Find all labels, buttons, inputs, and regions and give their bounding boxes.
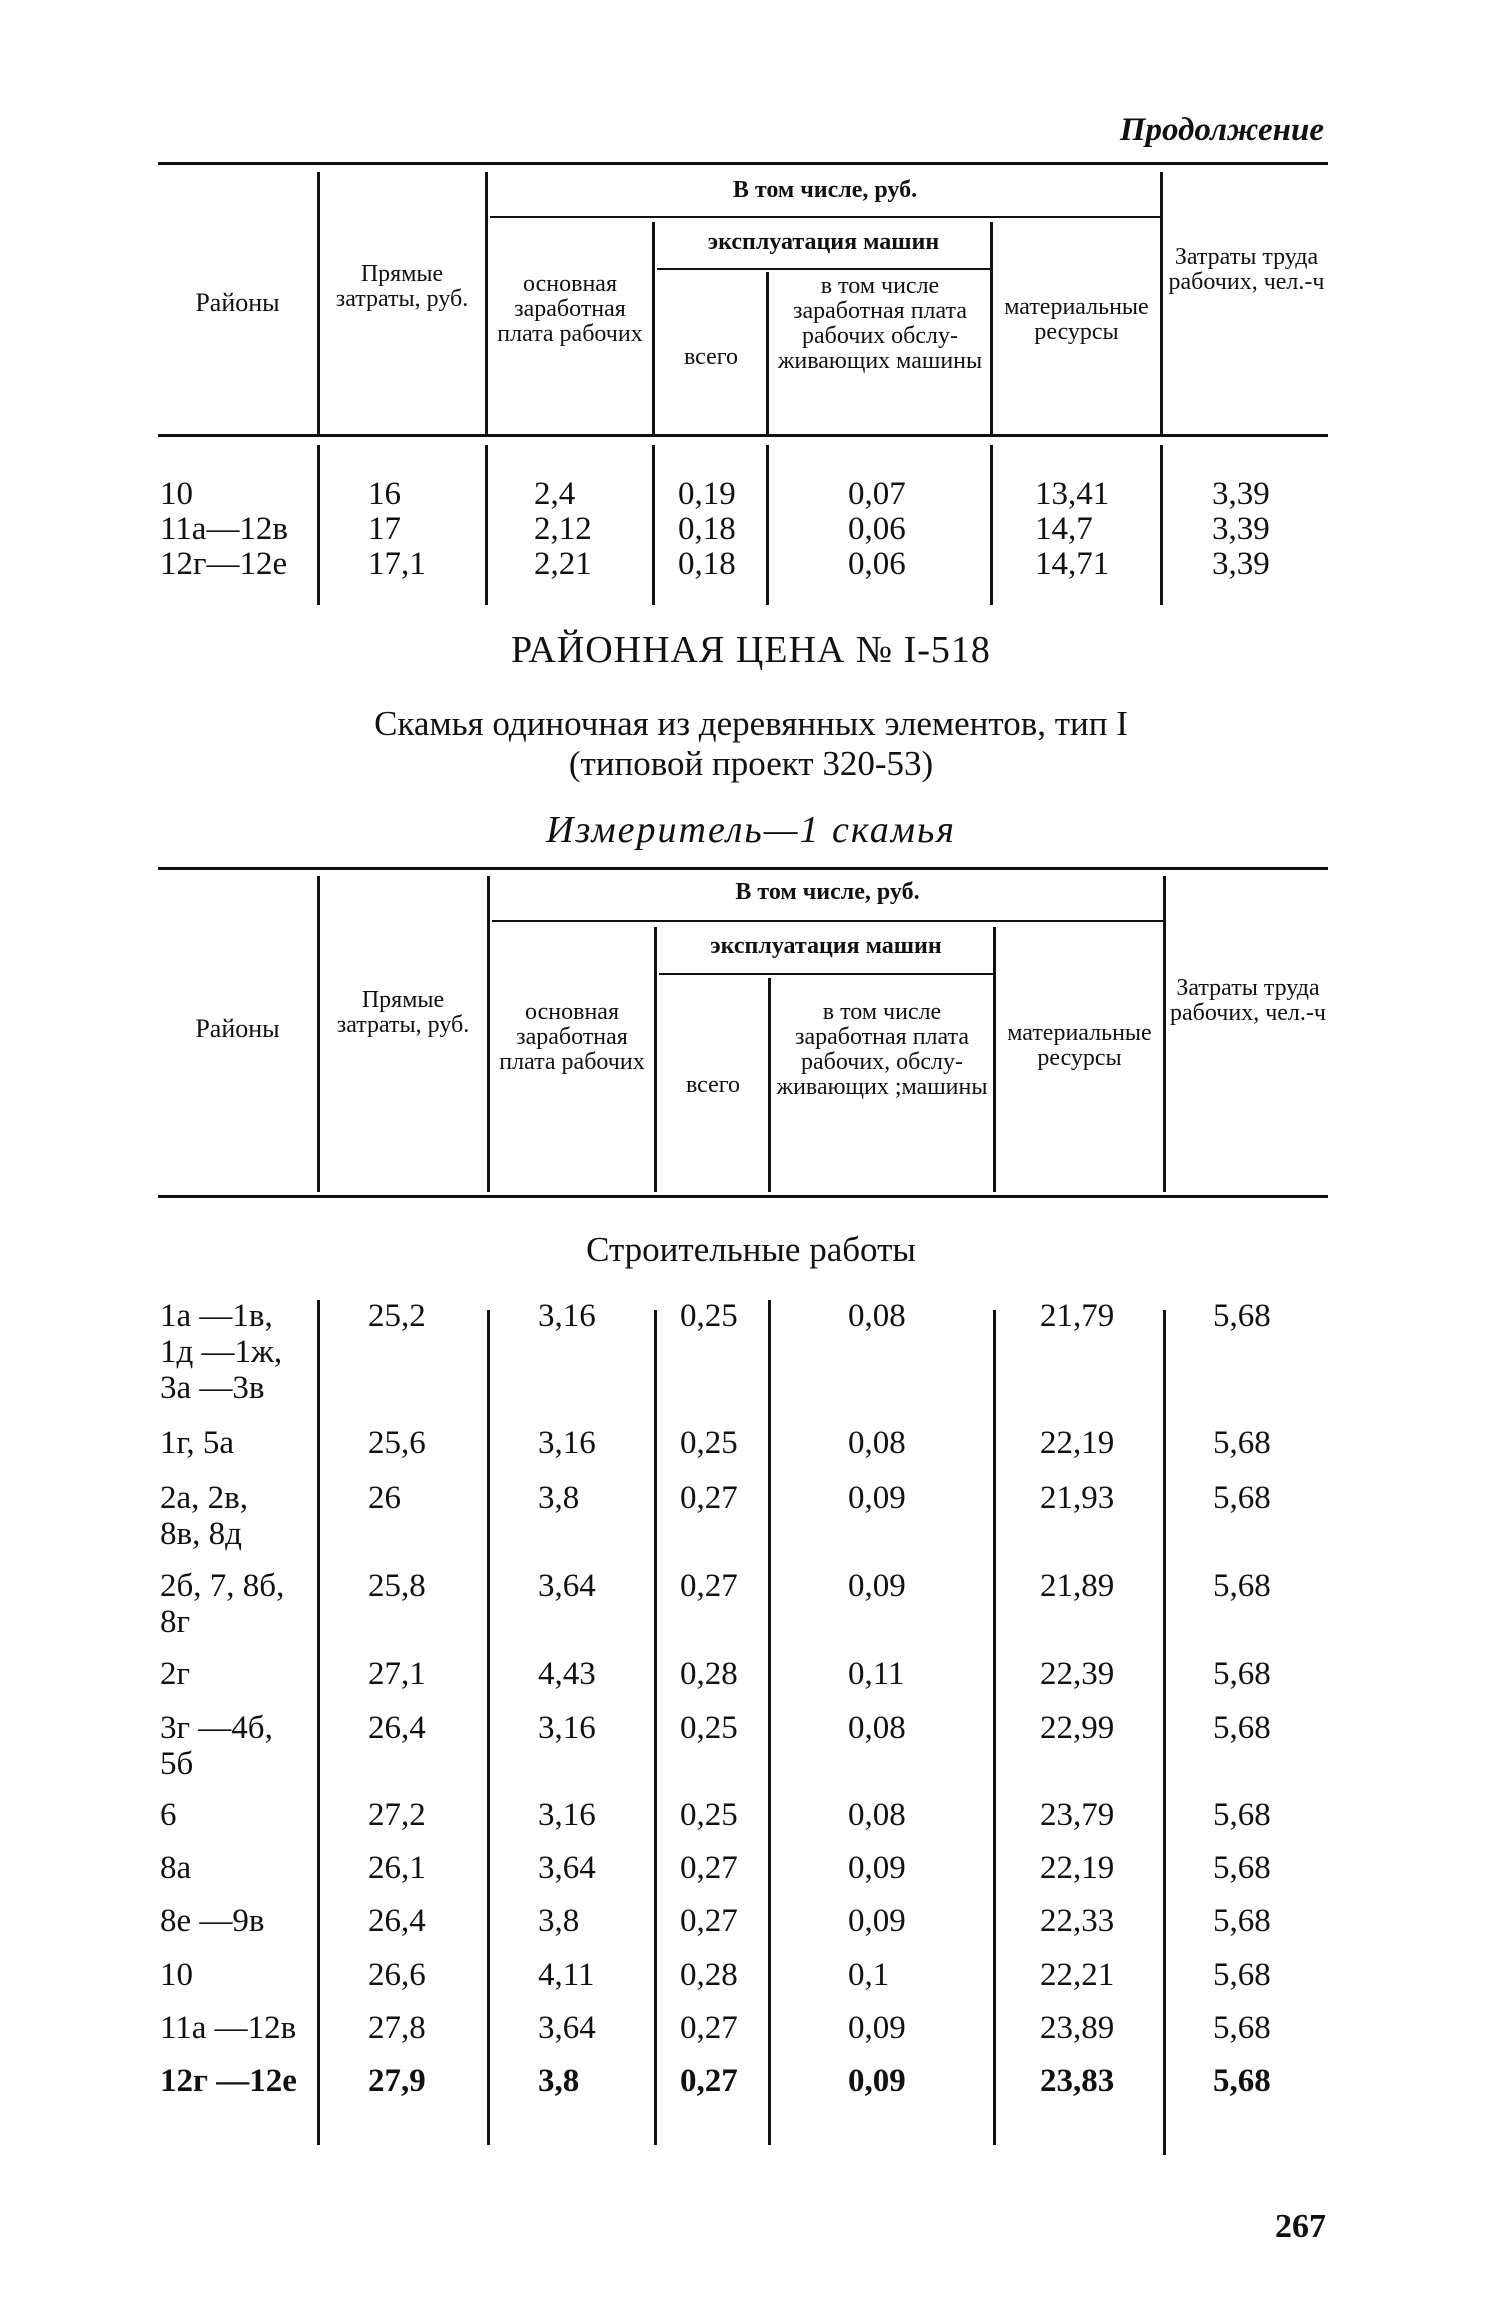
cell-materials: 22,99 [1040, 1710, 1115, 1746]
t2-vline [487, 1310, 490, 2145]
cell-direct: 26,1 [368, 1850, 426, 1886]
cell-base-wage: 4,11 [538, 1957, 595, 1993]
t1-subrule [490, 216, 1160, 218]
t2-header-direct: Прямые затраты, руб. [336, 987, 470, 1038]
cell-machine-total: 0,27 [680, 1480, 738, 1516]
t2-vline [993, 1310, 996, 2145]
t2-vline [1163, 1310, 1166, 2155]
item-title-line2: (типовой проект 320-53) [568, 744, 934, 783]
t1-vline [1160, 445, 1163, 605]
cell-region-line: 2а, 2в, [160, 1480, 248, 1516]
t1-header-materials: материальные ресурсы [1004, 294, 1149, 345]
cell-labor: 5,68 [1213, 1425, 1271, 1461]
cell-direct: 27,2 [368, 1797, 426, 1833]
cell-machine-wage: 0,07 [848, 476, 906, 512]
cell-direct: 27,9 [368, 2063, 426, 2099]
cell-region-line: 2б, 7, 8б, [160, 1568, 285, 1604]
cell-machine-total: 0,18 [678, 511, 736, 547]
t2-header-machine-wage: в том числе заработная плата рабочих, обслуживающих ;машины [776, 999, 988, 1100]
cell-machine-total: 0,27 [680, 1850, 738, 1886]
cell-labor: 5,68 [1213, 1850, 1271, 1886]
cell-region [160, 1425, 234, 1461]
t2-vline [654, 927, 657, 1192]
cell-region: 12г—12е [160, 546, 288, 582]
cell-region-line: 6 [160, 1797, 177, 1833]
cell-region [160, 1298, 282, 1406]
cell-region [160, 1957, 193, 1993]
cell-machine-wage: 0,09 [848, 1568, 906, 1604]
cell-materials: 14,7 [1035, 511, 1093, 547]
t1-vline [317, 172, 320, 434]
cell-region [160, 2063, 297, 2099]
cell-materials: 23,83 [1040, 2063, 1115, 2099]
cell-direct: 17,1 [368, 546, 426, 582]
continuation-label: Продолжение [1119, 112, 1324, 148]
page-number: 267 [1275, 2208, 1326, 2245]
cell-base-wage: 2,12 [534, 511, 592, 547]
cell-direct: 25,6 [368, 1425, 426, 1461]
t2-header-machine-op: эксплуатация машин [710, 933, 942, 959]
cell-machine-wage: 0,09 [848, 1850, 906, 1886]
t1-header-regions: Районы [195, 288, 280, 317]
cell-direct: 27,1 [368, 1656, 426, 1692]
cell-machine-wage: 0,06 [848, 511, 906, 547]
cell-materials: 22,39 [1040, 1656, 1115, 1692]
t1-vline [990, 222, 993, 434]
cell-direct: 16 [368, 476, 401, 512]
cell-direct: 25,2 [368, 1298, 426, 1334]
t2-header-machine-total: всего [685, 1072, 741, 1098]
cell-base-wage: 3,16 [538, 1797, 596, 1833]
table1-top-rule [158, 162, 1328, 165]
cell-direct: 26,6 [368, 1957, 426, 1993]
cell-machine-wage: 0,09 [848, 2063, 906, 2099]
cell-materials: 22,33 [1040, 1903, 1115, 1939]
cell-machine-total: 0,25 [680, 1425, 738, 1461]
cell-machine-total: 0,18 [678, 546, 736, 582]
t2-vline [993, 927, 996, 1192]
cell-machine-wage: 0,09 [848, 2010, 906, 2046]
cell-base-wage: 3,16 [538, 1425, 596, 1461]
t2-header-regions: Районы [195, 1014, 280, 1043]
cell-materials: 22,21 [1040, 1957, 1115, 1993]
cell-base-wage: 3,8 [538, 1903, 580, 1939]
cell-labor: 5,68 [1213, 2063, 1271, 2099]
t2-header-including: В том числе, руб. [735, 879, 920, 905]
t1-vline [766, 272, 769, 434]
cell-region [160, 2010, 296, 2046]
cell-region-line: 2г [160, 1656, 191, 1692]
cell-machine-wage: 0,08 [848, 1797, 906, 1833]
cell-machine-total: 0,28 [680, 1957, 738, 1993]
cell-region-line: 10 [160, 1957, 193, 1993]
cell-direct: 26 [368, 1480, 401, 1516]
cell-machine-total: 0,27 [680, 1903, 738, 1939]
t1-vline [652, 445, 655, 605]
cell-machine-wage: 0,06 [848, 546, 906, 582]
t2-vline [487, 876, 490, 1192]
t1-vline [990, 445, 993, 605]
t1-header-machine-wage: в том числе заработная плата рабочих обслуживающих машины [777, 273, 983, 374]
cell-region-line: 11а —12в [160, 2010, 297, 2046]
t1-vline [485, 445, 488, 605]
t2-vline [1163, 876, 1166, 1192]
cell-machine-total: 0,25 [680, 1797, 738, 1833]
cell-region-line: 5б [160, 1746, 194, 1782]
cell-base-wage: 3,8 [538, 2063, 580, 2099]
cell-region [160, 1656, 190, 1692]
cell-region-line: 3а —3в [160, 1370, 265, 1406]
cell-region-line: 12г —12е [160, 2063, 297, 2099]
t2-vline [654, 1310, 657, 2145]
cell-region-line: 1г, 5а [160, 1425, 234, 1461]
item-title-line1: Скамья одиночная из деревянных элементов, тип I [374, 704, 1128, 743]
cell-labor: 5,68 [1213, 1298, 1271, 1334]
cell-base-wage: 2,21 [534, 546, 592, 582]
t2-header-labor: Затраты труда рабочих, чел.-ч [1170, 975, 1326, 1026]
cell-machine-wage: 0,09 [848, 1903, 906, 1939]
cell-region-line: 8г [160, 1604, 191, 1640]
t1-header-labor: Затраты труда рабочих, чел.-ч [1168, 244, 1325, 295]
cell-region [160, 1797, 177, 1833]
t1-vline [485, 172, 488, 434]
cell-materials: 21,89 [1040, 1568, 1115, 1604]
t1-header-including: В том числе, руб. [732, 177, 918, 203]
t1-vline [652, 222, 655, 434]
cell-direct: 26,4 [368, 1903, 426, 1939]
table2-header-rule [158, 1195, 1328, 1198]
cell-materials: 22,19 [1040, 1425, 1115, 1461]
cell-machine-wage: 0,09 [848, 1480, 906, 1516]
cell-direct: 26,4 [368, 1710, 426, 1746]
t1-vline [317, 445, 320, 605]
cell-labor: 5,68 [1213, 1568, 1271, 1604]
cell-base-wage: 3,16 [538, 1710, 596, 1746]
cell-direct: 25,8 [368, 1568, 426, 1604]
table1-header-rule [158, 434, 1328, 437]
cell-base-wage: 3,16 [538, 1298, 596, 1334]
cell-region-line: 8е —9в [160, 1903, 265, 1939]
cell-region [160, 1850, 191, 1886]
cell-base-wage: 3,64 [538, 2010, 596, 2046]
cell-materials: 23,79 [1040, 1797, 1115, 1833]
cell-materials: 13,41 [1035, 476, 1110, 512]
cell-labor: 5,68 [1213, 1957, 1271, 1993]
cell-machine-total: 0,27 [680, 2010, 738, 2046]
t1-header-machine-op: эксплуатация машин [707, 229, 940, 255]
t1-vline [766, 445, 769, 605]
t1-header-direct: Прямые затраты, руб. [335, 261, 469, 312]
cell-region [160, 1903, 264, 1939]
cell-region-line: 8а [160, 1850, 192, 1886]
cell-materials: 21,93 [1040, 1480, 1115, 1516]
cell-machine-wage: 0,1 [848, 1957, 890, 1993]
cell-machine-total: 0,19 [678, 476, 736, 512]
t2-subrule [659, 973, 993, 975]
cell-region [160, 1568, 284, 1640]
cell-region-line: 3г —4б, [160, 1710, 273, 1746]
t1-header-machine-total: всего [683, 344, 739, 370]
cell-labor: 5,68 [1213, 1797, 1271, 1833]
cell-region [160, 1480, 248, 1552]
cell-materials: 22,19 [1040, 1850, 1115, 1886]
table2-top-rule [158, 867, 1328, 870]
cell-region-line: 8в, 8д [160, 1516, 242, 1552]
cell-base-wage: 2,4 [534, 476, 576, 512]
cell-machine-total: 0,27 [680, 2063, 738, 2099]
section-title: Строительные работы [586, 1230, 916, 1269]
t2-header-materials: материальные ресурсы [1007, 1020, 1152, 1071]
cell-labor: 5,68 [1213, 1480, 1271, 1516]
t2-vline [768, 978, 771, 1192]
t1-vline [1160, 172, 1163, 434]
t1-header-base-wage: основная заработная плата рабочих [497, 271, 643, 347]
cell-machine-wage: 0,08 [848, 1710, 906, 1746]
cell-region-line: 1а —1в, [160, 1298, 273, 1334]
cell-machine-total: 0,25 [680, 1298, 738, 1334]
cell-base-wage: 3,8 [538, 1480, 580, 1516]
cell-materials: 14,71 [1035, 546, 1110, 582]
t2-vline [317, 876, 320, 1192]
cell-machine-total: 0,25 [680, 1710, 738, 1746]
cell-labor: 3,39 [1212, 511, 1270, 547]
cell-region [160, 1710, 273, 1782]
cell-materials: 23,89 [1040, 2010, 1115, 2046]
cell-region: 10 [160, 476, 193, 512]
cell-machine-wage: 0,11 [848, 1656, 905, 1692]
cell-region-line: 1д —1ж, [160, 1334, 283, 1370]
t1-subrule [657, 268, 990, 270]
t2-header-base-wage: основная заработная плата рабочих [499, 999, 645, 1075]
cell-base-wage: 3,64 [538, 1568, 596, 1604]
cell-labor: 3,39 [1212, 546, 1270, 582]
cell-machine-wage: 0,08 [848, 1298, 906, 1334]
price-title: РАЙОННАЯ ЦЕНА № I-518 [511, 629, 991, 671]
t2-subrule [492, 920, 1163, 922]
cell-labor: 5,68 [1213, 1710, 1271, 1746]
cell-direct: 17 [368, 511, 401, 547]
cell-region: 11а—12в [160, 511, 289, 547]
cell-machine-wage: 0,08 [848, 1425, 906, 1461]
cell-labor: 3,39 [1212, 476, 1270, 512]
cell-machine-total: 0,27 [680, 1568, 738, 1604]
cell-labor: 5,68 [1213, 1656, 1271, 1692]
cell-direct: 27,8 [368, 2010, 426, 2046]
cell-labor: 5,68 [1213, 1903, 1271, 1939]
cell-machine-total: 0,28 [680, 1656, 738, 1692]
t2-vline [317, 1300, 320, 2145]
cell-base-wage: 3,64 [538, 1850, 596, 1886]
cell-base-wage: 4,43 [538, 1656, 596, 1692]
cell-materials: 21,79 [1040, 1298, 1115, 1334]
cell-labor: 5,68 [1213, 2010, 1271, 2046]
measure-unit: Измеритель—1 скамья [546, 809, 956, 851]
t2-vline [768, 1300, 771, 2145]
